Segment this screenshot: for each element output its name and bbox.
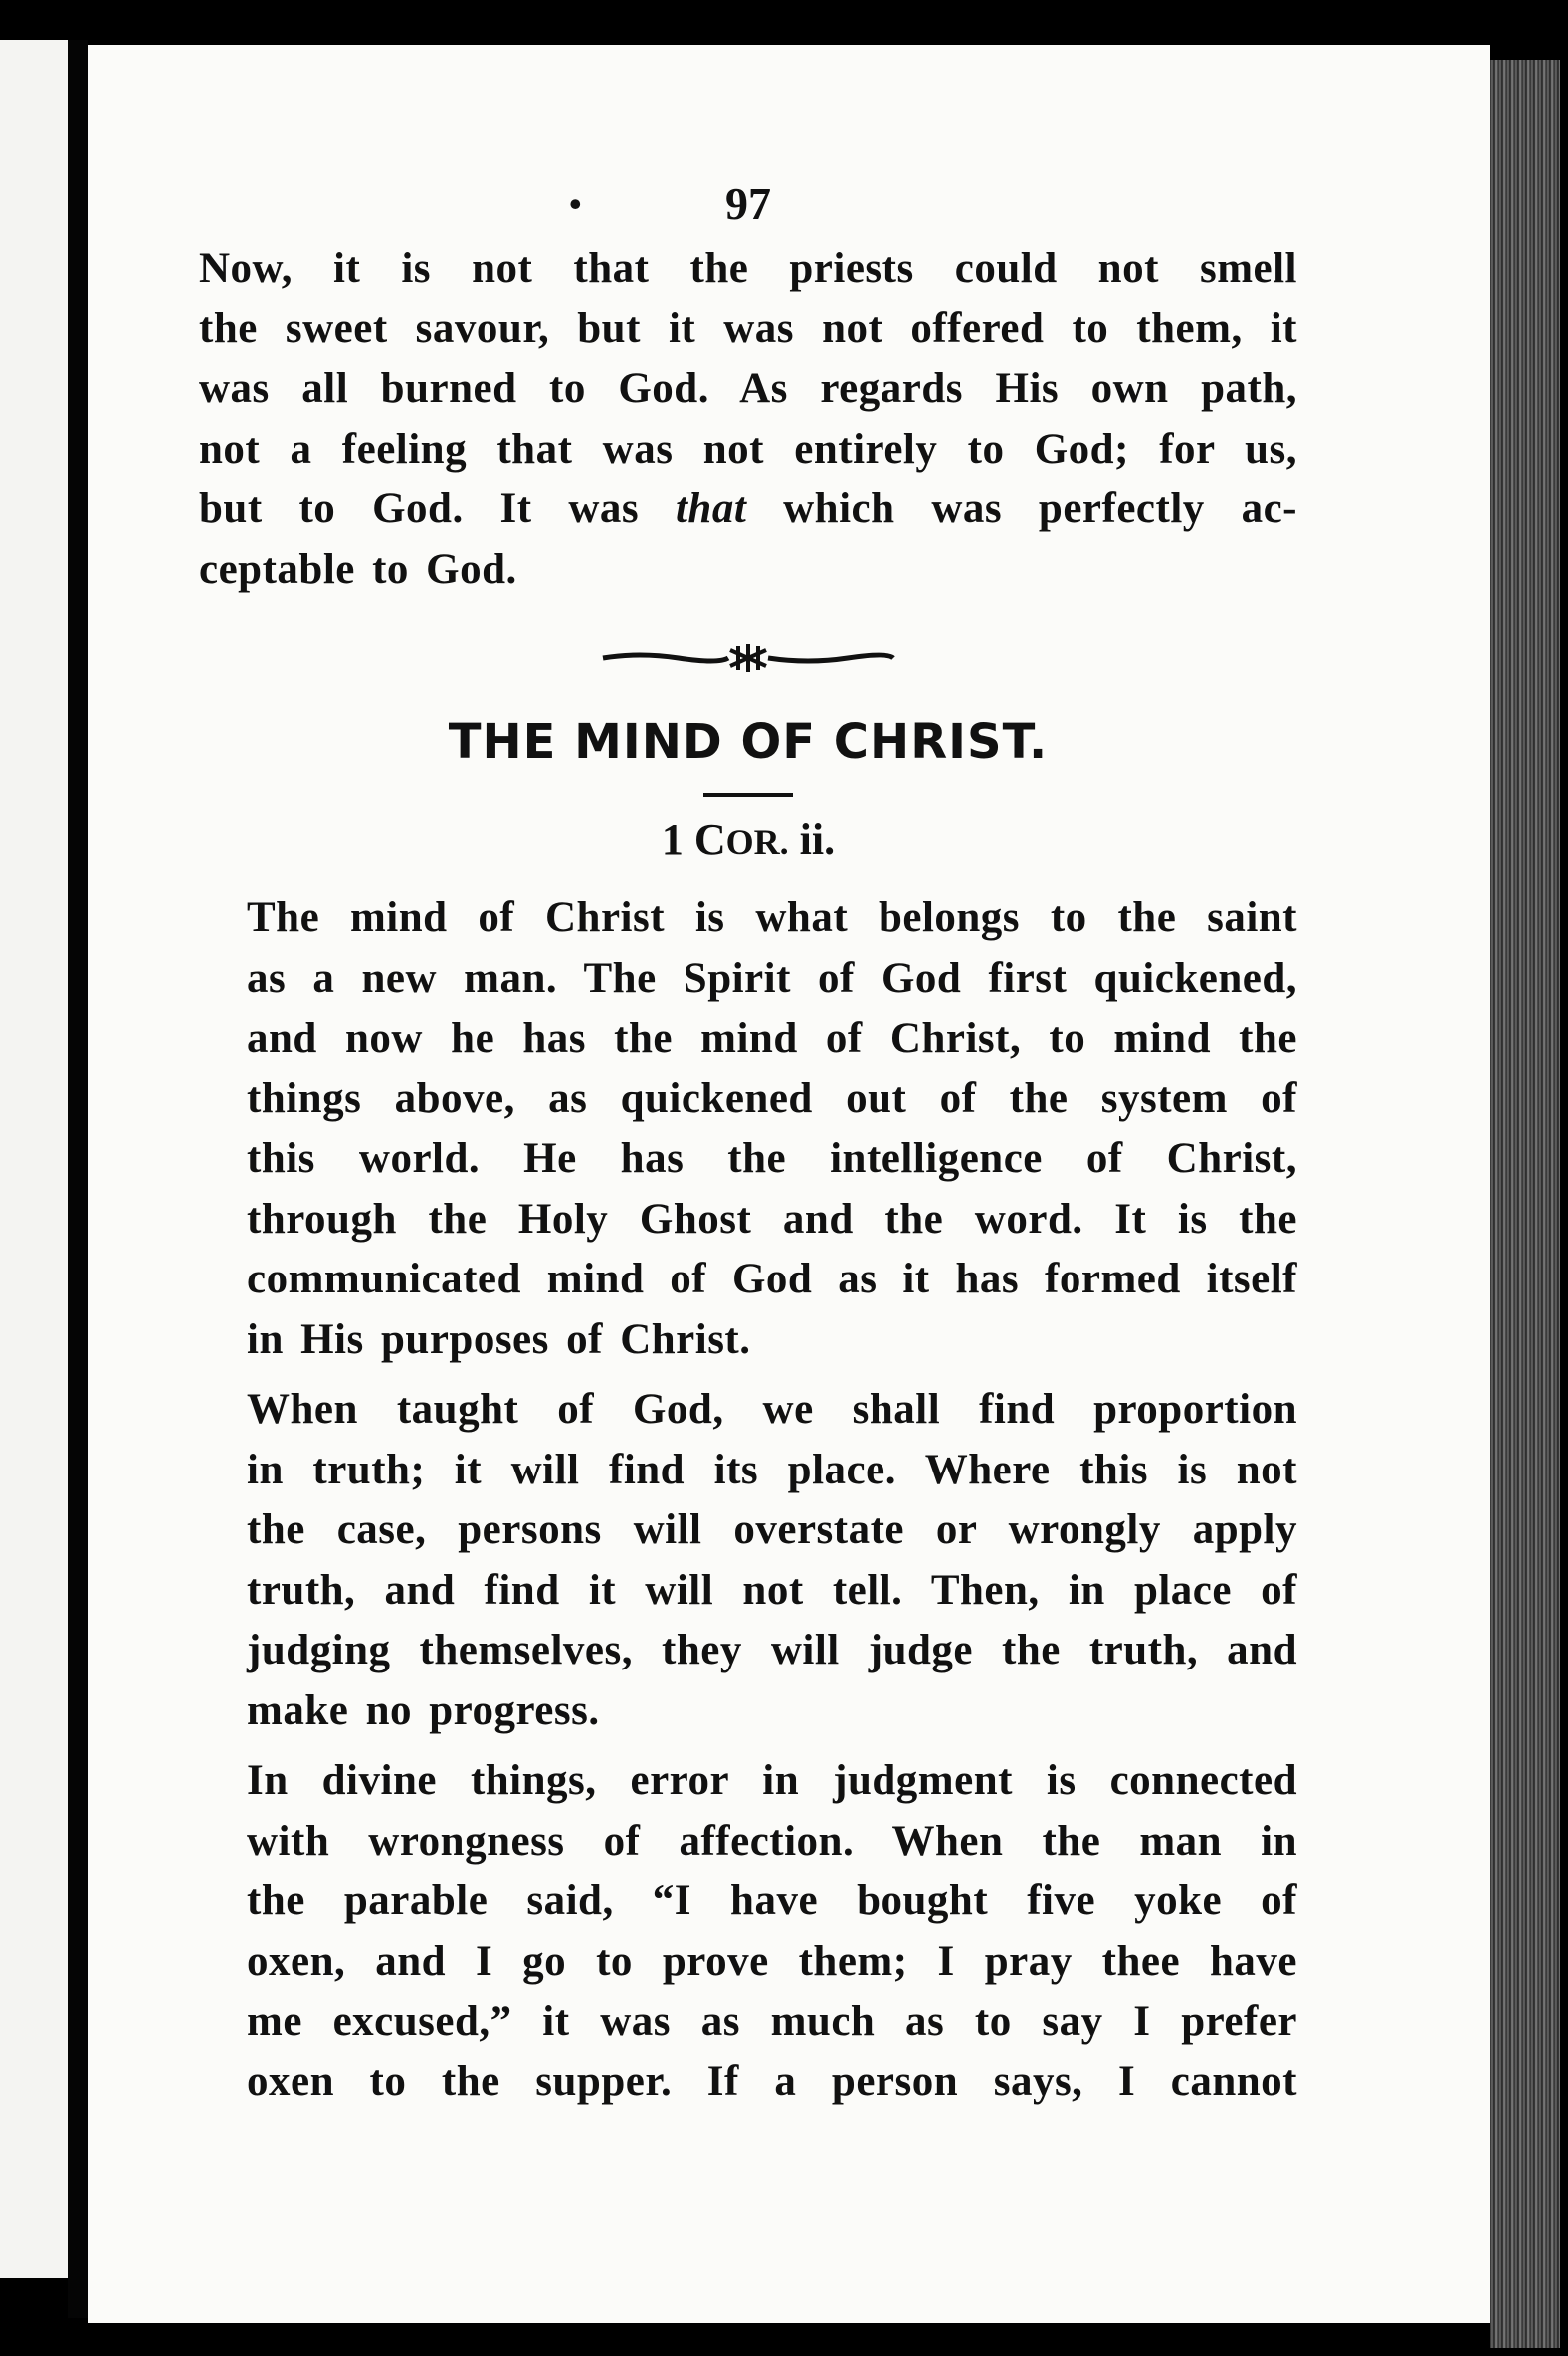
body-paragraph bbox=[199, 888, 1297, 1370]
heading-rule bbox=[703, 793, 793, 797]
text-line: and now he has the mind of Christ, to mind the bbox=[247, 1015, 1297, 1062]
text-line: things above, as quickened out of the system of bbox=[247, 1075, 1297, 1122]
page-text bbox=[199, 169, 1297, 2112]
intro-paragraph bbox=[199, 239, 1297, 600]
page-edges bbox=[1490, 60, 1560, 2348]
body-paragraph bbox=[199, 1751, 1297, 2112]
page-mark-dot: • bbox=[569, 184, 582, 224]
text-line: truth, and find it will not tell. Then, in place of bbox=[247, 1566, 1297, 1614]
body-paragraph bbox=[199, 1380, 1297, 1741]
text-line: the parable said, “I have bought five yoke of bbox=[247, 1877, 1297, 1924]
text-line: make no progress. bbox=[247, 1686, 600, 1734]
text-line: Now, it is not that the priests could not smell bbox=[199, 245, 1297, 292]
text-line: communicated mind of God as it has formed itself bbox=[247, 1256, 1297, 1302]
text-line: with wrongness of affection. When the man in bbox=[247, 1817, 1297, 1865]
italic-word: that bbox=[675, 486, 747, 532]
text-line: In divine things, error in judgment is connected bbox=[247, 1757, 1297, 1804]
ornamental-divider bbox=[599, 638, 897, 678]
section-heading: THE MIND OF CHRIST. bbox=[448, 714, 1049, 770]
text-line: but to God. It was that which was perfectly ac- bbox=[199, 486, 1297, 532]
text-line: in His purposes of Christ. bbox=[247, 1315, 751, 1363]
page-number-text: 97 bbox=[725, 178, 771, 229]
text-line: in truth; it will find its place. Where this is not bbox=[247, 1446, 1297, 1493]
text-line: The mind of Christ is what belongs to the saint bbox=[247, 894, 1297, 941]
text-line: through the Holy Ghost and the word. It is the bbox=[247, 1195, 1297, 1243]
left-page-edge bbox=[0, 40, 68, 2278]
text-line: not a feeling that was not entirely to God; for us, bbox=[199, 425, 1297, 473]
text-line: this world. He has the intelligence of Christ, bbox=[247, 1135, 1297, 1182]
text-line: oxen to the supper. If a person says, I cannot bbox=[247, 2058, 1297, 2105]
text-line: the sweet savour, but it was not offered to them, it bbox=[199, 304, 1297, 352]
text-line: me excused,” it was as much as to say I prefer bbox=[247, 1998, 1297, 2045]
book-gutter bbox=[68, 40, 88, 2318]
scripture-reference: 1 COR. ii. bbox=[661, 815, 836, 864]
text-line: judging themselves, they will judge the truth, and bbox=[247, 1627, 1297, 1673]
page-number bbox=[199, 169, 1297, 239]
text-line: the case, persons will overstate or wrongly apply bbox=[247, 1506, 1297, 1553]
text-line: ceptable to God. bbox=[199, 545, 517, 593]
text-line: was all burned to God. As regards His own path, bbox=[199, 365, 1297, 412]
text-line: When taught of God, we shall find proportion bbox=[247, 1386, 1297, 1433]
text-line: oxen, and I go to prove them; I pray thee have bbox=[247, 1937, 1297, 1985]
text-line: as a new man. The Spirit of God first quickened, bbox=[247, 954, 1297, 1002]
